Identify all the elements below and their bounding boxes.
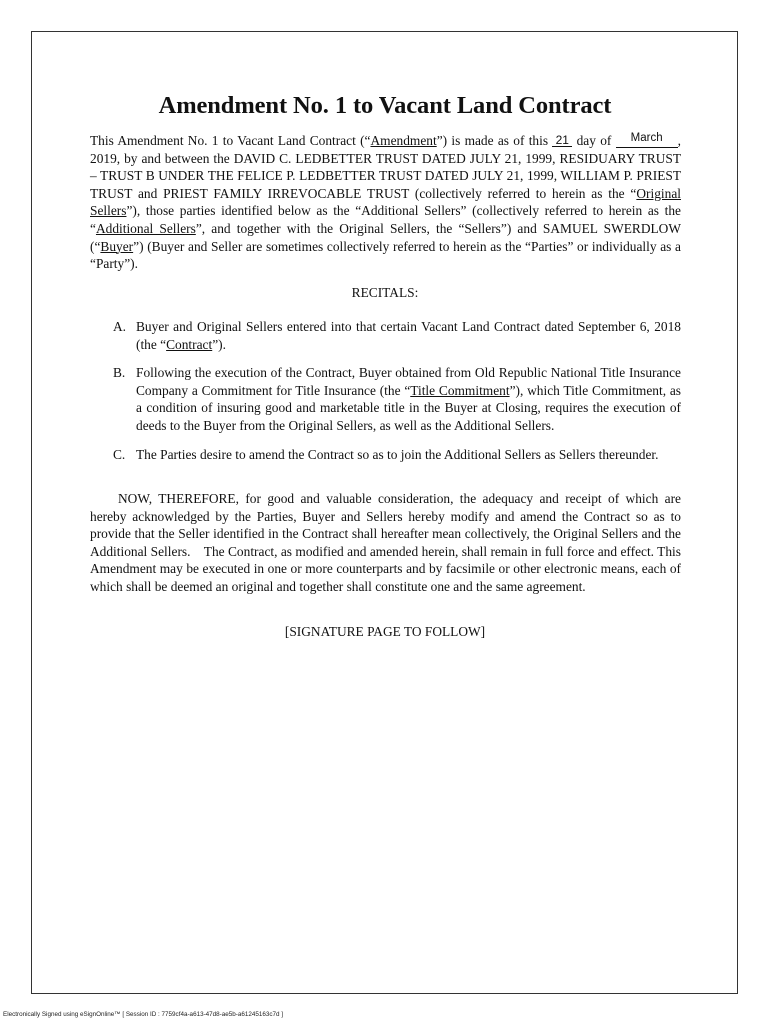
recital-text: Following the execution of the Contract, Buyer obtained from Old Republic National Title Insurance Company a Commitment for Title Insurance (the “Title Commitment”), which Title Commitment, as a condition of insuring good and marketable title in the Buyer at Closing, requires the execution of deeds to the Buyer from the Original Sellers, as well as the Additional Sellers. bbox=[136, 365, 681, 433]
recital-b bbox=[113, 364, 681, 434]
recital-text: The Parties desire to amend the Contract so as to join the Additional Sellers as Sellers thereunder. bbox=[136, 447, 659, 462]
amendment-term: Amendment bbox=[370, 133, 437, 148]
intro-paragraph: This Amendment No. 1 to Vacant Land Contract (“Amendment”) is made as of this 21 day of March , 2019, by and between the DAVID C. LEDBETTER TRUST DATED JULY 21, 1999, RESIDUARY TRUST – TRUST B UNDER THE FELICE P. LEDBETTER TRUST DATED JULY 21, 1999, WILLIAM P. PRIEST TRUST and PRIEST FAMILY IRREVOCABLE TRUST (collectively referred to herein as the “Original Sellers”), those parties identified below as the “Additional Sellers” (collectively referred to herein as the “Additional Sellers”, and together with the Original Sellers, the “Sellers”) and SAMUEL SWERDLOW (“Buyer”) (Buyer and Seller are sometimes collectively referred to herein as the “Parties” or individually as a “Party”). bbox=[90, 132, 681, 272]
esign-footer: Electronically Signed using eSignOnline™ [ Session ID : 7759cf4a-a613-47d8-ae5b-a61245163c7d ] bbox=[3, 1011, 284, 1018]
recital-letter: C. bbox=[113, 447, 126, 462]
original-sellers-term: Original Sellers bbox=[90, 185, 681, 219]
additional-sellers-term: Additional Sellers bbox=[95, 220, 196, 236]
buyer-term: Buyer bbox=[100, 238, 134, 254]
recital-text: Buyer and Original Sellers entered into that certain Vacant Land Contract dated September 6, 2018 (the “Contract”). bbox=[136, 319, 681, 352]
recitals-heading: RECITALS: bbox=[351, 285, 419, 300]
recital-letter: B. bbox=[113, 365, 126, 380]
now-therefore-paragraph: NOW, THEREFORE, for good and valuable consideration, the adequacy and receipt of which are hereby acknowledged by the Parties, Buyer and Sellers hereby modify and amend the Contract so as to provide that the Seller identified in the Contract shall hereafter mean collectively, the Original Sellers and the Additional Sellers. The Contract, as modified and amended herein, shall remain in full force and effect. This Amendment may be executed in one or more counterparts and by facsimile or other electronic means, each of which shall be deemed an original and together shall constitute one and the same agreement. bbox=[90, 491, 685, 594]
document-title: Amendment No. 1 to Vacant Land Contract bbox=[158, 92, 612, 119]
recital-letter: A. bbox=[113, 319, 127, 334]
title-commitment-term: Title Commitment bbox=[410, 382, 510, 398]
contract-term: Contract bbox=[166, 336, 213, 352]
day-field: 21 bbox=[552, 134, 572, 147]
recital-a bbox=[113, 318, 681, 353]
month-field: March bbox=[616, 135, 678, 148]
signature-page-note: [SIGNATURE PAGE TO FOLLOW] bbox=[284, 624, 486, 639]
recital-c bbox=[113, 446, 681, 464]
